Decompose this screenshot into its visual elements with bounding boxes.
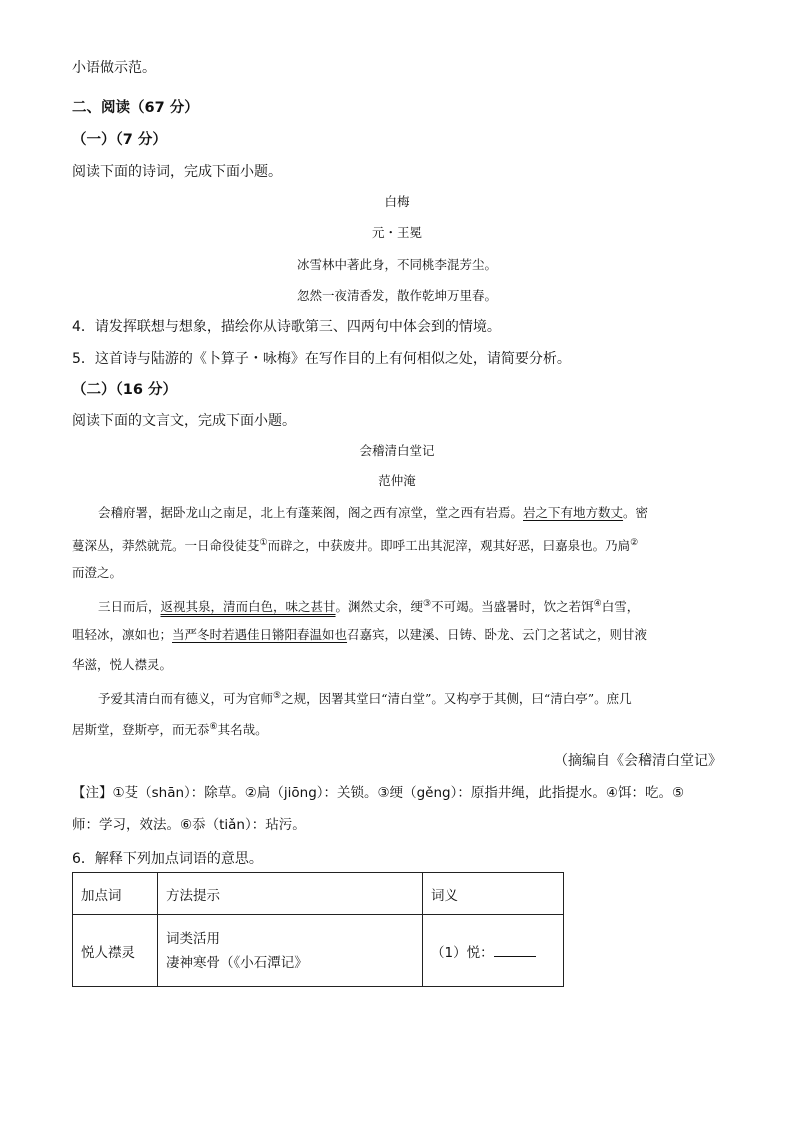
method-line: 词类活用 <box>166 930 220 947</box>
essay-p1-line2 <box>72 533 638 556</box>
question-5: 5．这首诗与陆游的《卜算子・咏梅》在写作目的上有何相似之处，请简要分析。 <box>72 351 571 367</box>
text-span: 不可竭。当盛暑时，饮之若饵 <box>431 599 594 615</box>
question-4: 4．请发挥联想与想象，描绘你从诗歌第三、四两句中体会到的情境。 <box>72 319 501 335</box>
table-header-cell: 词义 <box>423 873 564 915</box>
text-span: 居斯堂，登斯亭，而无忝 <box>72 722 210 738</box>
notes-line2: 师：学习，效法。⑥忝（tiǎn）：玷污。 <box>72 817 306 833</box>
essay-p2-line1 <box>72 594 639 617</box>
question-6: 6．解释下列加点词语的意思。 <box>72 851 263 867</box>
notes-line1: 【注】①芟（shān）：除草。②扃（jiōng）：关锁。③绠（gěng）：原指井绳，此指提水。④饵：吃。⑤ <box>72 785 685 801</box>
essay-p2-line2 <box>72 625 647 645</box>
poem-author: 元・王冕 <box>371 225 422 240</box>
text-span: 咀轻冰，凛如也； <box>72 627 173 642</box>
text-span: 。密 <box>623 505 649 520</box>
footnote-mark: ⑥ <box>209 722 218 732</box>
table-cell-method <box>158 915 423 987</box>
essay-author: 范仲淹 <box>378 473 416 488</box>
source-attribution: （摘编自《会稽清白堂记》 <box>554 753 722 769</box>
underlined-sentence: 岩之下有地方数丈 <box>523 505 624 520</box>
table-header-cell: 方法提示 <box>158 873 423 915</box>
text-span: 其名哉。 <box>217 722 268 738</box>
underlined-sentence: 当严冬时若遇佳日锵阳春温如也 <box>172 627 348 642</box>
method-line: 凄神寒骨（《小石潭记》 <box>166 954 308 971</box>
table-cell-word: 悦人襟灵 <box>73 915 158 987</box>
text-span: 。渊然丈余，绠 <box>335 599 424 615</box>
essay-title: 会稽清白堂记 <box>359 443 435 458</box>
poem-line-2: 忽然一夜清香发，散作乾坤万里春。 <box>296 288 497 303</box>
section-heading: 二、阅读（67 分） <box>72 100 199 116</box>
part2-instruction: 阅读下面的文言文，完成下面小题。 <box>72 413 296 429</box>
part2-heading: （二）（16 分） <box>72 382 177 398</box>
table-header-cell: 加点词 <box>73 873 158 915</box>
poem-title: 白梅 <box>384 194 410 209</box>
essay-p3-line2 <box>72 717 268 740</box>
footnote-mark: ② <box>630 538 639 548</box>
text-span: 蔓深丛，莽然就荒。一日命役徒芟 <box>72 538 260 554</box>
essay-p1-line1 <box>72 503 648 523</box>
meaning-label: （1）悦： <box>431 944 494 961</box>
part1-heading: （一）（7 分） <box>72 132 167 148</box>
table-cell-meaning <box>423 915 564 987</box>
table-header-row <box>73 873 564 915</box>
essay-p1-line3: 而澄之。 <box>72 565 123 580</box>
essay-p2-line3: 华滋，悦人襟灵。 <box>72 657 173 672</box>
answer-blank[interactable] <box>494 943 536 957</box>
vocab-table <box>72 872 564 987</box>
table-row <box>73 915 564 987</box>
text-span: 白雪， <box>601 599 640 615</box>
text-span: 而辟之，中获废井。即呼工出其泥滓，观其好恶，曰嘉泉也。乃扃 <box>267 538 631 554</box>
part1-instruction: 阅读下面的诗词，完成下面小题。 <box>72 164 282 180</box>
intro-tail: 小语做示范。 <box>72 60 156 76</box>
text-span: 三日而后， <box>98 599 161 615</box>
footnote-mark: ④ <box>593 599 602 609</box>
footnote-mark: ③ <box>423 599 432 609</box>
text-span: 会稽府署，据卧龙山之南足，北上有蓬莱阁，阁之西有凉堂，堂之西有岩焉。 <box>98 505 524 520</box>
essay-p3-line1 <box>72 686 632 709</box>
text-span: 召嘉宾，以建溪、日铸、卧龙、云门之茗试之，则甘液 <box>347 627 648 642</box>
poem-line-1: 冰雪林中著此身，不同桃李混芳尘。 <box>296 257 497 272</box>
footnote-mark: ⑤ <box>273 691 282 701</box>
double-underlined-sentence: 返视其泉，清而白色，味之甚甘 <box>160 599 336 615</box>
text-span: 予爱其清白而有德义，可为官师 <box>98 691 274 707</box>
text-span: 之规，因署其堂曰“清白堂”。又构亭于其侧，曰“清白亭”。庶几 <box>281 691 632 707</box>
footnote-mark: ① <box>259 538 268 548</box>
